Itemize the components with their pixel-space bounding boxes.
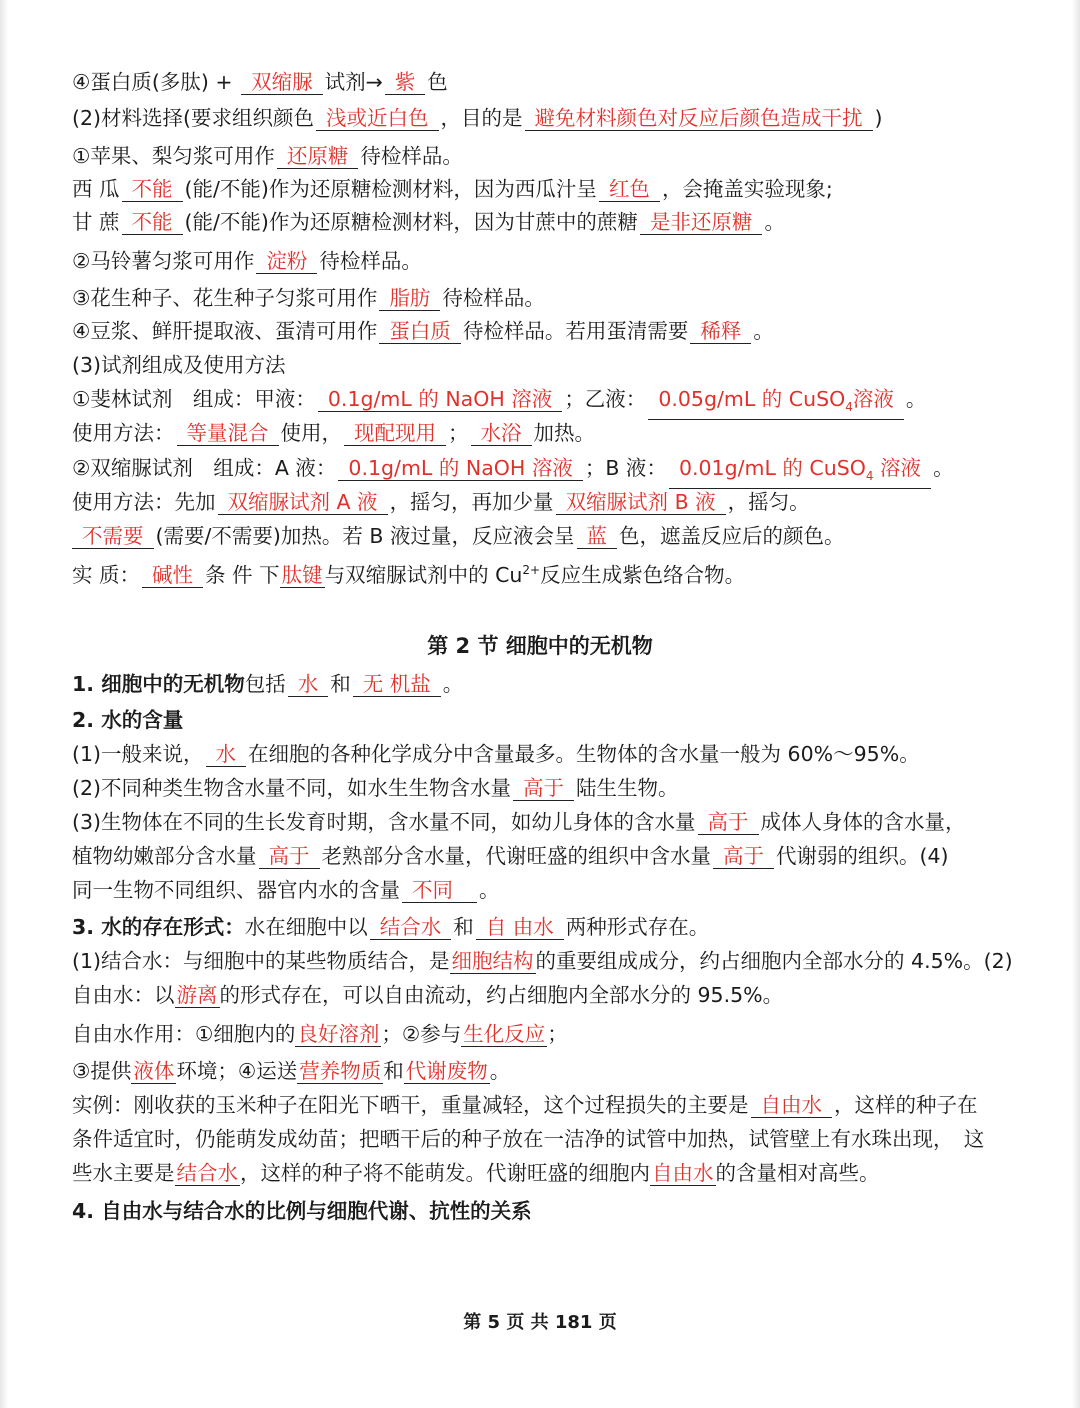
line-plant-tissue xyxy=(72,842,1040,870)
answer-blank: 游离 xyxy=(176,983,218,1007)
text: 反应生成紫色络合物。 xyxy=(540,562,746,587)
answer-blank: 水浴 xyxy=(471,421,532,446)
text: ④豆浆、鲜肝提取液、蛋清可用作 xyxy=(72,319,378,343)
answer-blank: 双缩脲 xyxy=(241,70,323,95)
line-inorganic xyxy=(72,670,1040,698)
text: 代谢弱的组织。(4) xyxy=(776,844,949,868)
heading-text: 4. 自由水与结合水的比例与细胞代谢、抗性的关系 xyxy=(72,1199,532,1223)
answer-blank: 是非还原糖 xyxy=(640,210,763,235)
line-growth-stage xyxy=(72,808,1040,836)
text: 实例：刚收获的玉米种子在阳光下晒干，重量减轻，这个过程损失的主要是 xyxy=(72,1093,749,1117)
page-footer: 第 5 页 共 181 页 xyxy=(463,1312,617,1333)
text: 和 xyxy=(453,915,474,939)
answer-blank: 水 xyxy=(288,672,329,697)
text: ，这样的种子在 xyxy=(834,1093,978,1117)
answer-blank: 高于 xyxy=(698,810,759,835)
answer-blank: 浅或近白色 xyxy=(316,106,439,131)
line-soy-milk xyxy=(72,317,1040,345)
text: (1)结合水：与细胞中的某些物质结合，是 xyxy=(72,949,450,973)
answer-blank: 不能 xyxy=(122,177,183,202)
answer-blank: 细胞结构 xyxy=(451,949,534,973)
line-water-forms xyxy=(72,913,1040,941)
answer-blank: 水 xyxy=(206,742,247,767)
answer-blank: 生化反应 xyxy=(463,1022,546,1046)
text: (能/不能)作为还原糖检测材料，因为甘蔗中的蔗糖 xyxy=(184,210,638,234)
text: ；②参与 xyxy=(381,1022,462,1046)
text: ②马铃薯匀浆可用作 xyxy=(72,249,255,273)
text: 0.05g/mL 的 CuSO xyxy=(658,387,846,411)
answer-blank: 不需要 xyxy=(72,524,154,549)
line-biuret-composition xyxy=(72,454,1040,489)
text: ③提供 xyxy=(72,1059,132,1083)
answer-blank: 双缩脲试剂 A 液 xyxy=(218,490,388,515)
answer-blank: 不能 xyxy=(122,210,183,235)
answer-blank: 自 由水 xyxy=(476,915,564,940)
page-shadow-left xyxy=(0,0,8,1408)
text: 。 xyxy=(905,387,927,411)
text: 使用方法： xyxy=(72,421,175,445)
text: (1)一般来说， xyxy=(72,742,204,766)
text: (2)材料选择(要求组织颜色 xyxy=(72,106,315,130)
line-protein-reagent xyxy=(72,68,1040,96)
answer-blank: 红色 xyxy=(599,177,660,202)
answer-blank: 营养物质 xyxy=(299,1059,382,1083)
subscript: 4 xyxy=(845,400,853,415)
line-fehling-composition xyxy=(72,385,1040,420)
line-free-water-function-2 xyxy=(72,1057,1040,1085)
answer-blank xyxy=(669,456,931,489)
text: 使用方法：先加 xyxy=(72,490,216,514)
answer-blank: 等量混合 xyxy=(177,421,279,446)
heading-text: 2. 水的含量 xyxy=(72,708,184,732)
text: 和 xyxy=(383,1059,404,1083)
line-biuret-heating xyxy=(72,522,1040,550)
text: ①斐林试剂 组成：甲液： xyxy=(72,387,316,411)
text: 水在细胞中以 xyxy=(244,915,368,939)
text: 同一生物不同组织、器官内水的含量 xyxy=(72,878,400,902)
text: 待检样品。 xyxy=(442,286,545,310)
answer-blank: 现配现用 xyxy=(344,421,446,446)
text: 甘 蔗 xyxy=(72,210,120,234)
heading-text: 1. 细胞中的无机物 xyxy=(72,672,245,696)
line-organs xyxy=(72,876,1040,904)
text: 。 xyxy=(764,210,785,234)
line-free-water-function-1 xyxy=(72,1020,1040,1048)
answer-blank: 自由水 xyxy=(751,1093,833,1118)
answer-blank: 稀释 xyxy=(690,319,751,344)
answer-blank: 肽键 xyxy=(281,562,323,587)
answer-blank: 不同 xyxy=(402,878,477,903)
text: (需要/不需要)加热。若 B 液过量，反应液会呈 xyxy=(155,524,575,548)
text: 溶液 xyxy=(852,387,894,411)
text: ②双缩脲试剂 组成：A 液： xyxy=(72,456,337,480)
text: 的含量相对高些。 xyxy=(715,1161,880,1185)
page-shadow-right xyxy=(1072,0,1080,1408)
text: ；乙液： xyxy=(564,387,647,411)
text: 自由水：以 xyxy=(72,983,175,1007)
line-bound-water xyxy=(72,947,1040,975)
text: 植物幼嫩部分含水量 xyxy=(72,844,257,868)
text: 的重要组成成分，约占细胞内全部水分的 4.5%。(2) xyxy=(535,949,1013,973)
text: 使用， xyxy=(280,421,342,445)
text: ①苹果、梨匀浆可用作 xyxy=(72,144,275,168)
line-fehling-usage xyxy=(72,419,1040,447)
line-ratio-heading xyxy=(72,1197,1040,1225)
text: 与双缩脲试剂中的 Cu xyxy=(324,562,523,587)
text: (3)试剂组成及使用方法 xyxy=(72,353,286,377)
text: 老熟部分含水量，代谢旺盛的组织中含水量 xyxy=(321,844,711,868)
line-example-3 xyxy=(72,1159,1040,1187)
section-title: 第 2 节 细胞中的无机物 xyxy=(427,634,653,658)
text: 。 xyxy=(489,1059,511,1083)
text: 加热。 xyxy=(533,421,595,445)
answer-blank: 结合水 xyxy=(370,915,452,940)
answer-blank: 代谢废物 xyxy=(405,1059,488,1083)
answer-blank: 结合水 xyxy=(176,1161,238,1185)
text: 。 xyxy=(753,319,774,343)
text: 待检样品。 xyxy=(319,249,422,273)
superscript: 2+ xyxy=(522,563,541,577)
text: 0.01g/mL 的 CuSO xyxy=(678,456,866,480)
text: 待检样品。若用蛋清需要 xyxy=(462,319,689,343)
line-water-content-heading xyxy=(72,706,1040,734)
text: 自由水作用：①细胞内的 xyxy=(72,1022,296,1046)
text: ) xyxy=(874,106,883,130)
line-reagent-heading xyxy=(72,351,1040,379)
text: ，目的是 xyxy=(440,106,523,130)
answer-blank: 蛋白质 xyxy=(379,319,461,344)
line-potato xyxy=(72,247,1040,275)
line-water-most xyxy=(72,740,1040,768)
answer-blank: 脂肪 xyxy=(379,286,440,311)
answer-blank: 液体 xyxy=(133,1059,175,1083)
text: 实 质： xyxy=(72,562,141,587)
answer-blank: 碱性 xyxy=(142,563,203,588)
text: 成体人身体的含水量， xyxy=(760,810,966,834)
text: 条件适宜时，仍能萌发成幼苗；把晒干后的种子放在一洁净的试管中加热，试管壁上有水珠出现， 这 xyxy=(72,1127,985,1151)
text: ； xyxy=(448,421,469,445)
text: ； xyxy=(547,1022,568,1046)
line-apple-pear xyxy=(72,142,1040,170)
line-biuret-usage xyxy=(72,488,1040,516)
line-essence xyxy=(72,556,1040,589)
answer-blank: 淀粉 xyxy=(256,249,317,274)
line-material-selection xyxy=(72,104,1040,132)
text: (能/不能)作为还原糖检测材料，因为西瓜汁呈 xyxy=(184,177,597,201)
answer-blank: 蓝 xyxy=(577,524,618,549)
text: 在细胞的各种化学成分中含量最多。生物体的含水量一般为 60%～95%。 xyxy=(248,742,920,766)
text: 包括 xyxy=(244,672,286,696)
text: 环境；④运送 xyxy=(176,1059,298,1083)
text: ，摇匀。 xyxy=(727,490,810,514)
text: ③花生种子、花生种子匀浆可用作 xyxy=(72,286,378,310)
text: ④蛋白质(多肽) + xyxy=(72,70,240,94)
text: ；B 液： xyxy=(584,456,667,480)
text: 溶液 xyxy=(873,456,922,480)
answer-blank: 高于 xyxy=(513,776,574,801)
text: 条 件 下 xyxy=(205,562,280,587)
answer-blank xyxy=(648,387,904,420)
answer-blank: 双缩脲试剂 B 液 xyxy=(556,490,726,515)
text: 的形式存在，可以自由流动，约占细胞内全部水分的 95.5%。 xyxy=(219,983,784,1007)
answer-blank: 紫 xyxy=(385,70,426,95)
answer-blank: 高于 xyxy=(713,844,774,869)
answer-blank: 0.1g/mL 的 NaOH 溶液 xyxy=(318,387,562,412)
text: 。 xyxy=(479,878,500,902)
line-sugarcane xyxy=(72,208,1040,236)
text: ，会掩盖实验现象; xyxy=(661,177,833,201)
answer-blank: 自由水 xyxy=(652,1161,714,1185)
line-peanut xyxy=(72,284,1040,312)
text: 试剂→ xyxy=(324,70,383,94)
answer-blank: 良好溶剂 xyxy=(297,1022,380,1046)
answer-blank: 无 机盐 xyxy=(353,672,441,697)
line-free-water xyxy=(72,981,1040,1009)
answer-blank: 高于 xyxy=(259,844,320,869)
line-watermelon xyxy=(72,175,1040,203)
line-aquatic xyxy=(72,774,1040,802)
text: 西 瓜 xyxy=(72,177,120,201)
text: 。 xyxy=(442,672,464,696)
text: 陆生生物。 xyxy=(576,776,679,800)
text: 和 xyxy=(330,672,351,696)
text: 色 xyxy=(427,70,448,94)
text: 待检样品。 xyxy=(360,144,463,168)
text: (3)生物体在不同的生长发育时期，含水量不同，如幼儿身体的含水量 xyxy=(72,810,696,834)
text: ，摇匀，再加少量 xyxy=(389,490,554,514)
text: 色，遮盖反应后的颜色。 xyxy=(619,524,845,548)
text: 两种形式存在。 xyxy=(565,915,710,939)
answer-blank: 还原糖 xyxy=(277,144,359,169)
text: 些水主要是 xyxy=(72,1161,175,1185)
text: 。 xyxy=(933,456,954,480)
line-example-1 xyxy=(72,1091,1040,1119)
text: ，这样的种子将不能萌发。代谢旺盛的细胞内 xyxy=(240,1161,650,1185)
heading-text: 3. 水的存在形式： xyxy=(72,915,245,939)
text: (2)不同种类生物含水量不同，如水生生物含水量 xyxy=(72,776,512,800)
answer-blank: 0.1g/mL 的 NaOH 溶液 xyxy=(338,456,582,481)
subscript: 4 xyxy=(865,469,874,484)
line-example-2 xyxy=(72,1125,1040,1153)
answer-blank: 避免材料颜色对反应后颜色造成干扰 xyxy=(525,106,873,131)
